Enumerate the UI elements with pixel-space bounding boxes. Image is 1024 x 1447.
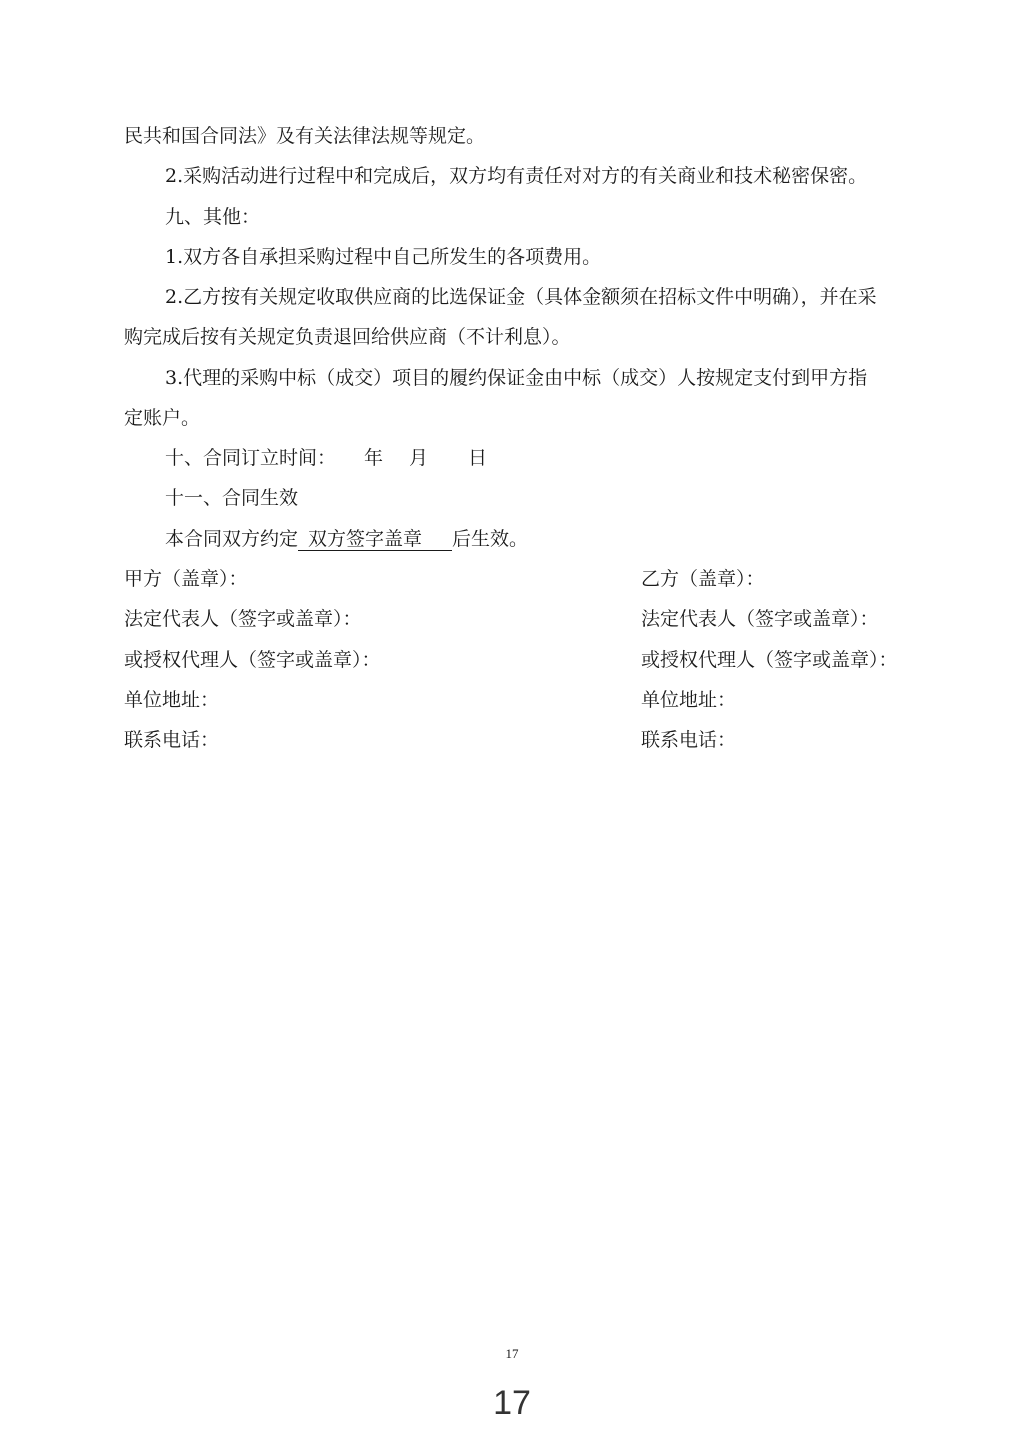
party-a-address: 单位地址： — [124, 689, 220, 711]
clause-9-2-line2: 购完成后按有关规定负责退回给供应商（不计利息）。 — [124, 326, 571, 348]
section-10-date — [165, 446, 935, 470]
date-day: 日 — [468, 447, 488, 469]
page-number-large: 17 — [493, 1384, 531, 1422]
date-year: 年 — [364, 447, 384, 469]
effect-prefix: 本合同双方约定 — [165, 528, 299, 550]
party-b-seal: 乙方（盖章）： — [641, 568, 765, 590]
date-label: 十、合同订立时间： — [165, 447, 337, 469]
paragraph-law-continuation: 民共和国合同法》及有关法律法规等规定。 — [124, 125, 486, 147]
party-b-legal-rep: 法定代表人（签字或盖章）： — [641, 608, 879, 630]
party-b-address: 单位地址： — [641, 689, 737, 711]
date-month: 月 — [409, 447, 429, 469]
effect-underlined-blank: 双方签字盖章 — [298, 528, 452, 551]
party-a-phone: 联系电话： — [124, 729, 220, 751]
clause-9-2-line1: 2.乙方按有关规定收取供应商的比选保证金（具体金额须在招标文件中明确），并在采 — [165, 286, 877, 308]
clause-9-3-line1: 3.代理的采购中标（成交）项目的履约保证金由中标（成交）人按规定支付到甲方指 — [165, 367, 868, 389]
party-b-phone: 联系电话： — [641, 729, 737, 751]
party-b-agent: 或授权代理人（签字或盖章）： — [641, 649, 898, 671]
clause-8-2: 2.采购活动进行过程中和完成后，双方均有责任对对方的有关商业和技术秘密保密。 — [165, 165, 868, 187]
effect-clause — [165, 527, 935, 551]
party-a-seal: 甲方（盖章）： — [124, 568, 248, 590]
section-11-heading: 十一、合同生效 — [165, 487, 299, 509]
clause-9-1: 1.双方各自承担采购过程中自己所发生的各项费用。 — [165, 246, 602, 268]
clause-9-3-line2: 定账户。 — [124, 407, 201, 429]
party-a-agent: 或授权代理人（签字或盖章）： — [124, 649, 381, 671]
effect-suffix: 后生效。 — [452, 528, 529, 550]
party-a-legal-rep: 法定代表人（签字或盖章）： — [124, 608, 362, 630]
section-9-heading: 九、其他： — [165, 206, 261, 228]
page-number-small: 17 — [505, 1346, 519, 1361]
